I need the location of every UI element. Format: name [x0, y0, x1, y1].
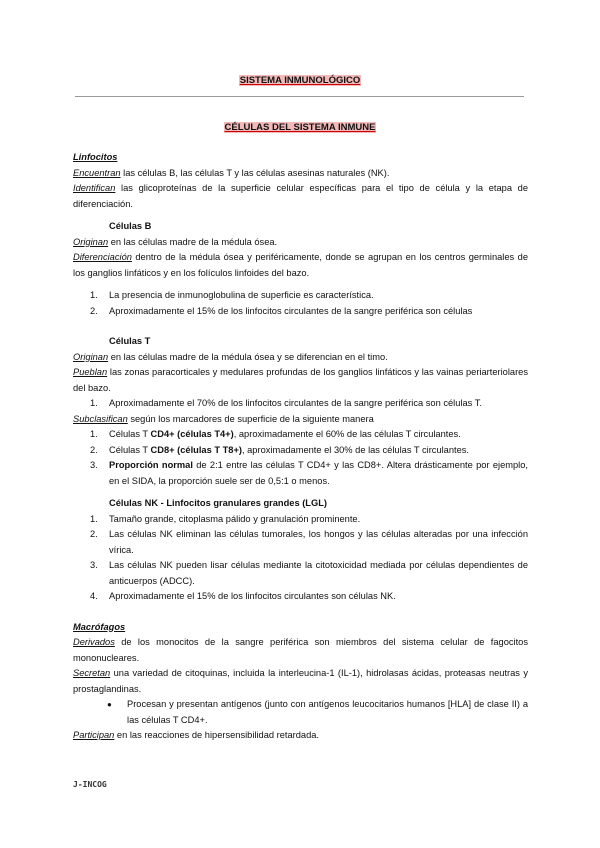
heading-celulas-nk: Células NK - Linfocitos granulares grandes (LGL): [109, 498, 327, 508]
heading-macrofagos: Macrófagos: [73, 621, 126, 632]
paragraph-t-pueblan: Pueblan las zonas paracorticales y medulares profundas de los ganglios linfáticos y las vainas periarteriolares del bazo.: [73, 367, 528, 393]
paragraph-t-originan: Originan en las células madre de la médula ósea y se diferencian en el timo.: [73, 351, 388, 362]
footer-label: J-INCOG: [73, 780, 107, 789]
list-macrofagos: [73, 697, 528, 728]
heading-linfocitos: Linfocitos: [73, 152, 118, 162]
list-subclases-t: [73, 427, 528, 489]
paragraph-derivados: Derivados de los monocitos de la sangre periférica son miembros del sistema celular de fagocitos mononucleares.: [73, 637, 528, 663]
title-divider: [75, 96, 524, 97]
list-celulas-b: [73, 288, 528, 319]
document-body: [73, 150, 528, 744]
list-item: 1. Células T CD4+ (células T4+), aproximadamente el 60% de las células T circulantes.: [90, 429, 461, 439]
paragraph-identifican: Identifican las glicoproteínas de la superficie celular específicas para el tipo de célula y la etapa de diferenciación.: [73, 183, 528, 209]
document-title: SISTEMA INMUNOLÓGICO: [239, 75, 361, 86]
list-item: 3. Proporción normal de 2:1 entre las células T CD4+ y las CD8+. Altera drásticamente por ejemplo, en el SIDA, la proporción suele ser de 0,5:1 o menos.: [90, 460, 528, 486]
bullet-icon: ●: [107, 700, 112, 709]
list-item: 1. La presencia de inmunoglobulina de superficie es característica.: [90, 290, 374, 300]
list-celulas-nk: [73, 512, 528, 605]
list-item: 2. Células T CD8+ (células T T8+), aproximadamente el 30% de las células T circulantes.: [90, 444, 470, 455]
section-title: CÉLULAS DEL SISTEMA INMUNE: [224, 122, 376, 133]
list-item: ● Procesan y presentan antígenos (junto con antígenos leucocitarios humanos [HLA] de clase II) a las células T CD4+.: [107, 699, 528, 725]
heading-celulas-b: Células B: [109, 221, 152, 231]
paragraph-encuentran: Encuentran las células B, las células T y las células asesinas naturales (NK).: [73, 167, 390, 178]
list-item: 1. Tamaño grande, citoplasma pálido y granulación prominente.: [90, 513, 361, 524]
paragraph-participan: Participan en las reacciones de hipersensibilidad retardada.: [73, 730, 320, 740]
paragraph-secretan: Secretan una variedad de citoquinas, incluida la interleucina-1 (IL-1), hidrolasas ácidas, proteasas neutras y prostaglandinas.: [73, 668, 528, 694]
list-item: 4. Aproximadamente el 15% de los linfocitos circulantes son células NK.: [90, 591, 396, 601]
paragraph-t-subclasifican: Subclasifican según los marcadores de superficie de la siguiente manera: [73, 413, 374, 424]
heading-celulas-t: Células T: [109, 336, 151, 346]
list-item: 1. Aproximadamente el 70% de los linfocitos circulantes de la sangre periférica son células T.: [90, 398, 482, 408]
list-item: 2. Las células NK eliminan las células tumorales, los hongos y las células alteradas por una infección vírica.: [90, 529, 528, 555]
list-celulas-t: [73, 396, 528, 412]
list-item: 2. Aproximadamente el 15% de los linfocitos circulantes de la sangre periférica son células: [90, 305, 473, 316]
paragraph-b-diferenciacion: Diferenciación dentro de la médula ósea y periféricamente, donde se agrupan en los centros germinales de los ganglios linfáticos y en los folículos linfoides del bazo.: [73, 252, 528, 278]
list-item: 3. Las células NK pueden lisar células mediante la citotoxicidad mediada por células dependientes de anticuerpos (ADCC).: [90, 560, 528, 586]
paragraph-b-originan: Originan en las células madre de la médula ósea.: [73, 236, 278, 247]
